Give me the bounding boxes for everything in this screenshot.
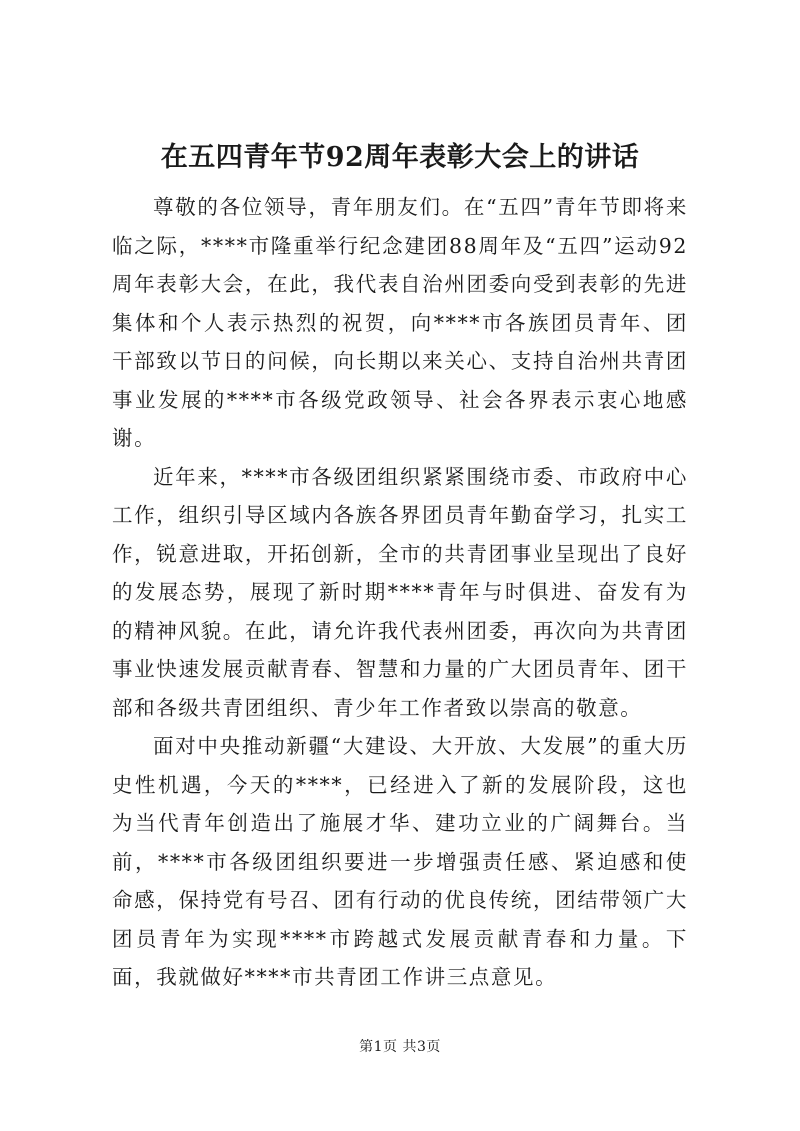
page-number-footer: 第1页 共3页 <box>359 1039 441 1055</box>
document-title: 在五四青年节92周年表彰大会上的讲话 <box>160 142 640 173</box>
paragraph-1: 尊敬的各位领导，青年朋友们。在“五四”青年节即将来临之际，****市隆重举行纪念建团88周年及“五四”运动92周年表彰大会，在此，我代表自治州团委向受到表彰的先进集体和个人表示热烈的祝贺，向****市各族团员青年、团干部致以节日的问候，向长期以来关心、支持自治州共青团事业发展的****市各级党政领导、社会各界表示衷心地感谢。 <box>112 195 688 450</box>
paragraph-3: 面对中央推动新疆“大建设、大开放、大发展”的重大历史性机遇，今天的****，已经进入了新的发展阶段，这也为当代青年创造出了施展才华、建功立业的广阔舞台。当前，****市各级团组织要进一步增强责任感、紧迫感和使命感，保持党有号召、团有行动的优良传统，团结带领广大团员青年为实现****市跨越式发展贡献青春和力量。下面，我就做好****市共青团工作讲三点意见。 <box>112 734 688 989</box>
paragraph-2: 近年来，****市各级团组织紧紧围绕市委、市政府中心工作，组织引导区域内各族各界团员青年勤奋学习，扎实工作，锐意进取，开拓创新，全市的共青团事业呈现出了良好的发展态势，展现了新时期****青年与时俱进、奋发有为的精神风貌。在此，请允许我代表州团委，再次向为共青团事业快速发展贡献青春、智慧和力量的广大团员青年、团干部和各级共青团组织、青少年工作者致以崇高的敬意。 <box>112 464 688 720</box>
document-body <box>112 188 688 997</box>
